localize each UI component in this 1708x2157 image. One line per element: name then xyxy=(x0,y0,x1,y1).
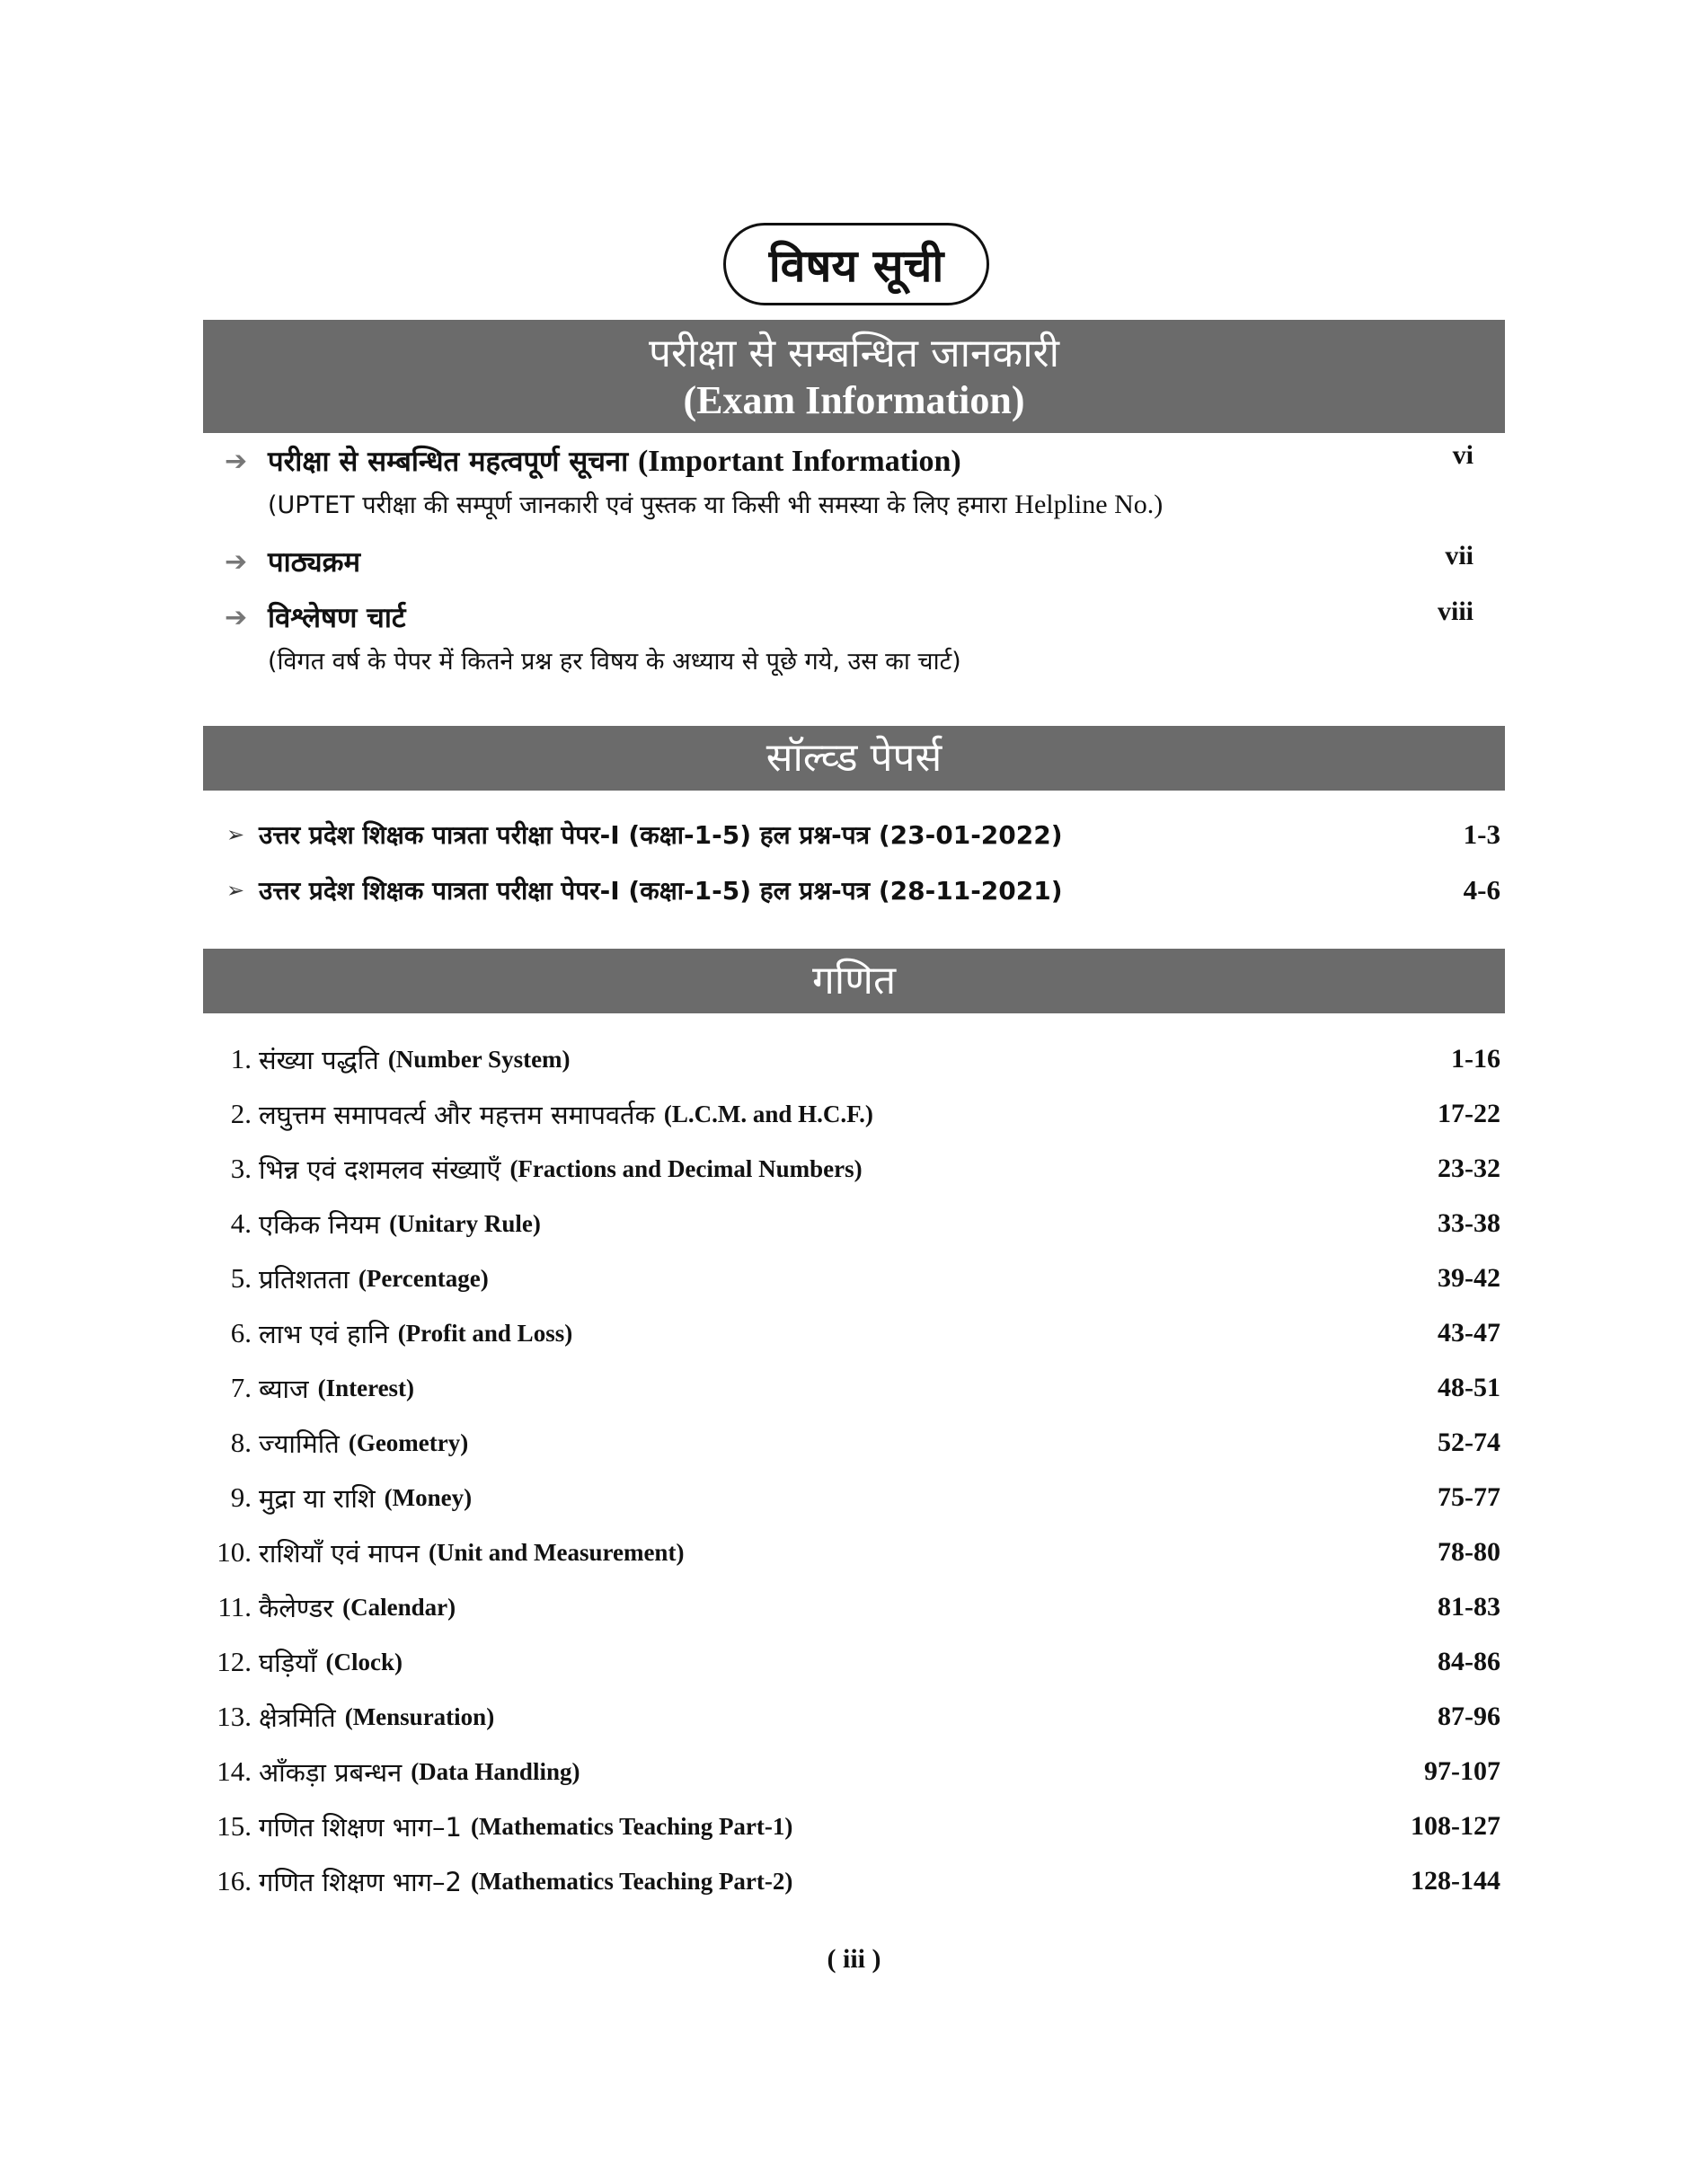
chapter-title-en: (Percentage) xyxy=(358,1264,489,1292)
chapter-row[interactable] xyxy=(203,1806,1500,1847)
chapter-page-range: 23-32 xyxy=(1438,1154,1500,1183)
chapter-title-en: (Profit and Loss) xyxy=(397,1319,573,1347)
triangle-bullet-icon: ➢ xyxy=(226,822,245,847)
arrow-icon: ➔ xyxy=(225,545,248,578)
chapter-title-en: (Mathematics Teaching Part-2) xyxy=(470,1867,793,1895)
page-title: विषय सूची xyxy=(723,223,989,305)
chapter-row[interactable] xyxy=(203,1532,1500,1573)
chapter-page-range: 108-127 xyxy=(1411,1811,1500,1841)
chapter-number: 7. xyxy=(230,1372,252,1403)
chapter-row[interactable] xyxy=(203,1422,1500,1463)
chapter-row[interactable] xyxy=(203,1093,1500,1135)
chapter-title-hi: प्रतिशतता xyxy=(259,1263,350,1295)
chapter-title-en: (Unitary Rule) xyxy=(389,1209,541,1237)
chapter-page-range: 33-38 xyxy=(1438,1208,1500,1238)
chapter-number: 6. xyxy=(230,1317,252,1348)
exam-info-heading xyxy=(203,320,1505,433)
maths-heading xyxy=(203,949,1505,1013)
chapter-title-hi: घड़ियाँ xyxy=(259,1647,317,1678)
solved-paper-page: 1-3 xyxy=(1463,818,1500,850)
chapter-row[interactable] xyxy=(203,1587,1500,1628)
chapter-page-range: 43-47 xyxy=(1438,1318,1500,1348)
chapter-title-en: (Mathematics Teaching Part-1) xyxy=(470,1812,793,1840)
chapter-title-en: (Interest) xyxy=(317,1374,415,1401)
arrow-icon: ➔ xyxy=(225,445,248,477)
chapter-number: 13. xyxy=(217,1701,252,1732)
chapter-page-range: 81-83 xyxy=(1438,1592,1500,1622)
solved-paper-item[interactable] xyxy=(226,814,1500,855)
chapter-title-en: (Calendar) xyxy=(342,1593,456,1621)
chapter-number: 12. xyxy=(217,1646,252,1677)
chapter-number: 10. xyxy=(217,1536,252,1568)
chapter-number: 1. xyxy=(230,1043,252,1074)
info-item-title-hi: पाठ्यक्रम xyxy=(268,546,360,579)
chapter-page-range: 84-86 xyxy=(1438,1647,1500,1676)
chapter-title-hi: गणित शिक्षण भाग–1 xyxy=(259,1811,462,1843)
solved-paper-title: उत्तर प्रदेश शिक्षक पात्रता परीक्षा पेपर-I (कक्षा-1-5) हल प्रश्न-पत्र (23-01-2022) xyxy=(259,820,1063,850)
chapter-title-en: (Unit and Measurement) xyxy=(428,1538,685,1566)
chapter-title-hi: क्षेत्रमिति xyxy=(259,1702,336,1733)
chapter-number: 16. xyxy=(217,1865,252,1896)
chapter-title-hi: राशियाँ एवं मापन xyxy=(259,1537,420,1569)
chapter-row[interactable] xyxy=(203,1861,1500,1902)
chapter-page-range: 48-51 xyxy=(1438,1373,1500,1402)
solved-paper-page: 4-6 xyxy=(1463,874,1500,906)
chapter-page-range: 78-80 xyxy=(1438,1537,1500,1567)
chapter-row[interactable] xyxy=(203,1477,1500,1518)
chapter-row[interactable] xyxy=(203,1148,1500,1189)
chapter-title-en: (Mensuration) xyxy=(344,1702,495,1730)
chapter-title-en: (Clock) xyxy=(325,1648,403,1675)
info-item-analysis-chart[interactable] xyxy=(225,597,1491,676)
chapter-page-range: 39-42 xyxy=(1438,1263,1500,1293)
exam-info-heading-hi: परीक्षा से सम्बन्धित जानकारी xyxy=(649,331,1059,376)
chapter-title-en: (Number System) xyxy=(387,1045,571,1073)
chapter-number: 2. xyxy=(230,1098,252,1129)
chapter-page-range: 87-96 xyxy=(1438,1702,1500,1731)
chapter-page-range: 17-22 xyxy=(1438,1099,1500,1128)
chapter-title-hi: ब्याज xyxy=(259,1373,309,1404)
chapter-number: 4. xyxy=(230,1207,252,1239)
chapter-page-range: 128-144 xyxy=(1411,1866,1500,1896)
chapter-row[interactable] xyxy=(203,1258,1500,1299)
info-item-subtitle-en: Helpline No.) xyxy=(1014,490,1164,519)
info-item-syllabus[interactable] xyxy=(225,541,1491,582)
chapter-number: 15. xyxy=(217,1810,252,1842)
info-item-title-en: (Important Information) xyxy=(637,445,961,478)
chapter-page-range: 75-77 xyxy=(1438,1482,1500,1512)
chapter-title-hi: कैलेण्डर xyxy=(259,1592,334,1623)
chapter-page-range: 52-74 xyxy=(1438,1428,1500,1457)
chapter-title-hi: भिन्न एवं दशमलव संख्याएँ xyxy=(259,1154,501,1185)
chapter-number: 5. xyxy=(230,1262,252,1294)
chapter-page-range: 1-16 xyxy=(1451,1044,1500,1074)
info-item-page: viii xyxy=(1437,597,1473,626)
info-item-title-hi: परीक्षा से सम्बन्धित महत्वपूर्ण सूचना xyxy=(268,446,629,478)
chapter-row[interactable] xyxy=(203,1313,1500,1354)
info-item-subtitle-hi: (विगत वर्ष के पेपर में कितने प्रश्न हर विषय के अध्याय से पूछे गये, उस का चार्ट) xyxy=(268,648,961,676)
triangle-bullet-icon: ➢ xyxy=(226,878,245,903)
info-item-title-hi: विश्लेषण चार्ट xyxy=(268,602,406,634)
info-item-subtitle-hi: (UPTET परीक्षा की सम्पूर्ण जानकारी एवं पुस्तक या किसी भी समस्या के लिए हमारा xyxy=(268,491,1007,519)
chapter-title-en: (Money) xyxy=(384,1483,473,1511)
chapter-title-hi: गणित शिक्षण भाग–2 xyxy=(259,1866,462,1897)
chapter-row[interactable] xyxy=(203,1203,1500,1244)
chapter-row[interactable] xyxy=(203,1367,1500,1409)
chapter-number: 11. xyxy=(217,1591,252,1622)
chapter-row[interactable] xyxy=(203,1751,1500,1792)
chapter-title-en: (Geometry) xyxy=(348,1428,469,1456)
maths-heading-text: गणित xyxy=(811,958,897,1003)
info-item-page: vi xyxy=(1452,440,1473,470)
chapter-title-hi: लाभ एवं हानि xyxy=(259,1318,389,1349)
chapter-title-en: (Fractions and Decimal Numbers) xyxy=(509,1154,863,1182)
chapter-title-hi: आँकड़ा प्रबन्धन xyxy=(259,1756,403,1788)
chapter-page-range: 97-107 xyxy=(1424,1756,1500,1786)
chapter-number: 14. xyxy=(217,1755,252,1787)
solved-paper-title: उत्तर प्रदेश शिक्षक पात्रता परीक्षा पेपर-I (कक्षा-1-5) हल प्रश्न-पत्र (28-11-2021) xyxy=(259,876,1063,906)
info-item-important[interactable] xyxy=(225,440,1491,520)
chapter-title-en: (L.C.M. and H.C.F.) xyxy=(663,1100,873,1127)
chapter-number: 9. xyxy=(230,1481,252,1513)
info-item-page: vii xyxy=(1445,541,1473,570)
chapter-title-hi: ज्यामिति xyxy=(259,1428,340,1459)
solved-papers-heading-text: सॉल्व्ड पेपर्स xyxy=(766,735,942,781)
chapter-title-hi: मुद्रा या राशि xyxy=(259,1482,376,1514)
chapter-row[interactable] xyxy=(203,1039,1500,1080)
chapter-row[interactable] xyxy=(203,1641,1500,1683)
arrow-icon: ➔ xyxy=(225,601,248,633)
chapter-row[interactable] xyxy=(203,1696,1500,1737)
exam-info-heading-en: (Exam Information) xyxy=(683,378,1025,422)
chapter-title-hi: एकिक नियम xyxy=(259,1208,381,1240)
chapter-number: 8. xyxy=(230,1427,252,1458)
solved-papers-heading xyxy=(203,726,1505,791)
chapter-number: 3. xyxy=(230,1153,252,1184)
chapter-title-hi: संख्या पद्धति xyxy=(259,1044,379,1075)
page-number: ( iii ) xyxy=(827,1944,881,1974)
chapter-title-hi: लघुत्तम समापवर्त्य और महत्तम समापवर्तक xyxy=(259,1099,655,1130)
solved-paper-item[interactable] xyxy=(226,870,1500,911)
chapter-title-en: (Data Handling) xyxy=(411,1757,580,1785)
